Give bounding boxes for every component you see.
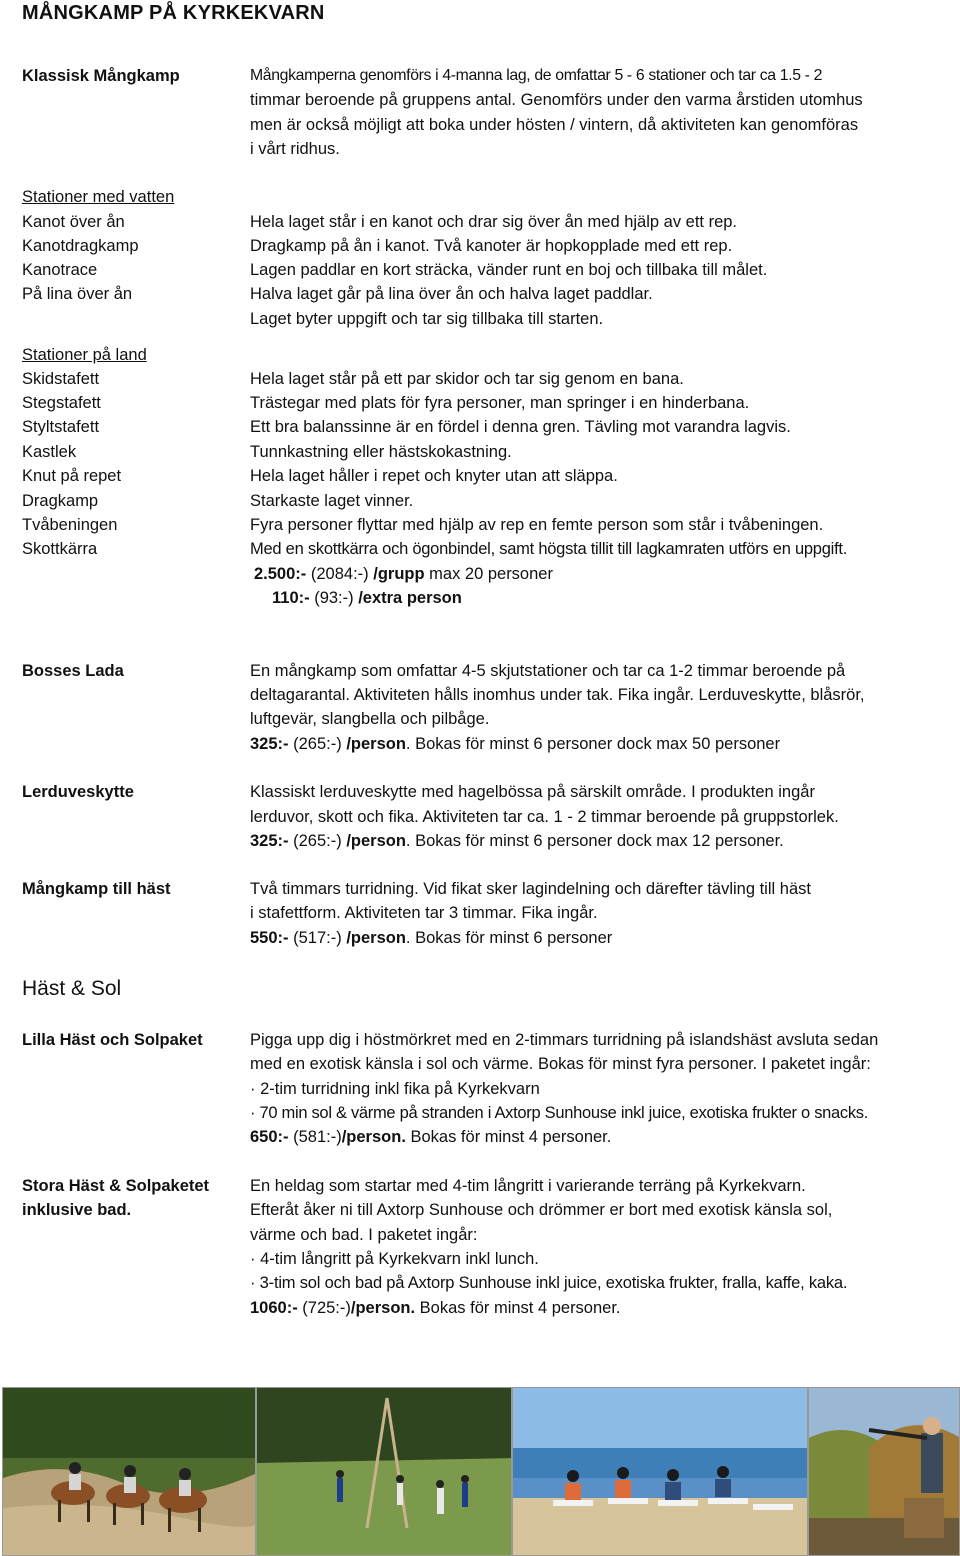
price-note: max 20 personer	[424, 565, 553, 583]
land-description: Med en skottkärra och ögonbindel, samt högsta tillit till lagkamraten utförs en uppgift.	[250, 540, 848, 558]
land-station: Skidstafett	[22, 370, 100, 388]
water-station: Kanotdragkamp	[22, 237, 139, 255]
bosses-lada-label: Bosses Lada	[22, 662, 124, 680]
stora-bullet: · 3-tim sol och bad på Axtorp Sunhouse inkl juice, exotiska frukter, fralla, kaffe, kaka.	[250, 1274, 848, 1292]
lilla-line: med en exotisk känsla i sol och värme. Bokas för minst fyra personer. I paketet ingår:	[250, 1055, 871, 1073]
price-unit: /person.	[341, 1128, 406, 1146]
sunhouse-photo	[512, 1387, 808, 1556]
price-original: (517:-)	[288, 929, 347, 947]
land-heading: Stationer på land	[22, 346, 147, 364]
bosses-lada-line: luftgevär, slangbella och pilbåge.	[250, 710, 490, 728]
price-original: (93:-)	[309, 589, 359, 607]
price-unit: /grupp	[373, 565, 425, 583]
lilla-bullet: · 2-tim turridning inkl fika på Kyrkekvarn	[250, 1080, 540, 1098]
klassisk-label: Klassisk Mångkamp	[22, 67, 180, 85]
land-station: Tvåbeningen	[22, 516, 118, 534]
price-note: . Bokas för minst 6 personer dock max 50 personer	[405, 735, 781, 753]
water-station: Kanot över ån	[22, 213, 125, 231]
price-unit: /person.	[350, 1299, 416, 1317]
clay-shooting-photo	[808, 1387, 960, 1556]
price-amount: 650:-	[250, 1128, 289, 1146]
land-station: Styltstafett	[22, 418, 100, 436]
water-station: Kanotrace	[22, 261, 98, 279]
mangkamp-hast-label: Mångkamp till häst	[22, 880, 171, 898]
price-amount: 110:-	[272, 589, 310, 607]
price-unit: /extra person	[358, 589, 462, 607]
price-amount: 550:-	[250, 929, 289, 947]
bosses-lada-line: En mångkamp som omfattar 4-5 skjutstationer och tar ca 1-2 timmar beroende på	[250, 662, 846, 680]
land-description: Starkaste laget vinner.	[250, 492, 414, 510]
price-unit: /person	[346, 929, 406, 947]
water-description: Dragkamp på ån i kanot. Två kanoter är hopkopplade med ett rep.	[250, 237, 733, 255]
price-note: . Bokas för minst 6 personer	[405, 929, 613, 947]
land-price-group	[254, 562, 553, 586]
lilla-bullet: · 70 min sol & värme på stranden i Axtorp Sunhouse inkl juice, exotiska frukter o snacks.	[250, 1104, 869, 1122]
lerduveskytte-label: Lerduveskytte	[22, 783, 134, 801]
land-description: Ett bra balanssinne är en fördel i denna gren. Tävling mot varandra lagvis.	[250, 418, 791, 436]
field-activity-photo	[256, 1387, 512, 1556]
price-unit: /person	[346, 832, 406, 850]
stora-price	[250, 1296, 621, 1320]
stora-line: En heldag som startar med 4-tim långritt i varierande terräng på Kyrkekvarn.	[250, 1177, 806, 1195]
water-description: Hela laget står i en kanot och drar sig över ån med hjälp av ett rep.	[250, 213, 738, 231]
stora-line: värme och bad. I paketet ingår:	[250, 1226, 478, 1244]
price-original: (265:-)	[288, 735, 347, 753]
lerduveskytte-line: Klassiskt lerduveskytte med hagelbössa på särskilt område. I produkten ingår	[250, 783, 815, 801]
stora-label: Stora Häst & Solpaketet	[22, 1177, 210, 1195]
price-amount: 325:-	[250, 832, 289, 850]
stora-line: Efteråt åker ni till Axtorp Sunhouse och drömmer er bort med exotisk känsla sol,	[250, 1201, 833, 1219]
water-heading: Stationer med vatten	[22, 188, 175, 206]
land-description: Trästegar med plats för fyra personer, man springer i en hinderbana.	[250, 394, 750, 412]
price-amount: 325:-	[250, 735, 289, 753]
price-note: . Bokas för minst 6 personer dock max 12 personer.	[405, 832, 784, 850]
price-original: (2084:-)	[306, 565, 374, 583]
water-station: På lina över ån	[22, 285, 133, 303]
land-description: Hela laget står på ett par skidor och tar sig genom en bana.	[250, 370, 684, 388]
land-station: Knut på repet	[22, 467, 122, 485]
land-station: Skottkärra	[22, 540, 98, 558]
price-note: Bokas för minst 4 personer.	[405, 1128, 612, 1146]
mangkamp-hast-line: i stafettform. Aktiviteten tar 3 timmar. Fika ingår.	[250, 904, 598, 922]
land-station: Stegstafett	[22, 394, 101, 412]
land-station: Kastlek	[22, 443, 77, 461]
water-description: Halva laget går på lina över ån och halva laget paddlar.	[250, 285, 653, 303]
land-price-extra	[272, 586, 462, 610]
stora-bullet: · 4-tim långritt på Kyrkekvarn inkl lunch.	[250, 1250, 539, 1268]
lerduveskytte-line: lerduvor, skott och fika. Aktiviteten tar ca. 1 - 2 timmar beroende på gruppstorlek.	[250, 808, 839, 826]
price-amount: 2.500:-	[254, 565, 307, 583]
bosses-lada-line: deltagarantal. Aktiviteten hålls inomhus under tak. Fika ingår. Lerduveskytte, blåsrör,	[250, 686, 865, 704]
price-unit: /person	[346, 735, 406, 753]
klassisk-line: men är också möjligt att boka under hösten / vintern, då aktiviteten kan genomföras	[250, 116, 859, 134]
land-description: Tunnkastning eller hästskokastning.	[250, 443, 512, 461]
price-original: (265:-)	[288, 832, 347, 850]
lerduveskytte-price	[250, 829, 784, 853]
klassisk-line: Mångkamperna genomförs i 4-manna lag, de omfattar 5 - 6 stationer och tar ca 1.5 - 2	[250, 67, 823, 84]
horse-riding-photo	[2, 1387, 256, 1556]
mangkamp-hast-line: Två timmars turridning. Vid fikat sker lagindelning och därefter tävling till häst	[250, 880, 811, 898]
land-description: Fyra personer flyttar med hjälp av rep en femte person som står i tvåbeningen.	[250, 516, 824, 534]
stora-label: inklusive bad.	[22, 1201, 132, 1219]
mangkamp-hast-price	[250, 926, 612, 950]
lilla-label: Lilla Häst och Solpaket	[22, 1031, 203, 1049]
photo-strip	[0, 1387, 960, 1556]
lilla-price	[250, 1125, 611, 1149]
hast-sol-heading: Häst & Sol	[22, 977, 122, 1000]
price-original: (725:-)	[297, 1299, 351, 1317]
klassisk-line: i vårt ridhus.	[250, 140, 340, 158]
lilla-line: Pigga upp dig i höstmörkret med en 2-timmars turridning på islandshäst avsluta sedan	[250, 1031, 879, 1049]
land-description: Hela laget håller i repet och knyter utan att släppa.	[250, 467, 618, 485]
price-amount: 1060:-	[250, 1299, 298, 1317]
price-note: Bokas för minst 4 personer.	[415, 1299, 621, 1317]
price-original: (581:-)	[288, 1128, 342, 1146]
page-title: MÅNGKAMP PÅ KYRKEKVARN	[22, 2, 325, 24]
land-station: Dragkamp	[22, 492, 99, 510]
water-description: Laget byter uppgift och tar sig tillbaka till starten.	[250, 310, 604, 328]
water-description: Lagen paddlar en kort sträcka, vänder runt en boj och tillbaka till målet.	[250, 261, 768, 279]
klassisk-line: timmar beroende på gruppens antal. Genomförs under den varma årstiden utomhus	[250, 91, 863, 109]
bosses-lada-price	[250, 732, 780, 756]
